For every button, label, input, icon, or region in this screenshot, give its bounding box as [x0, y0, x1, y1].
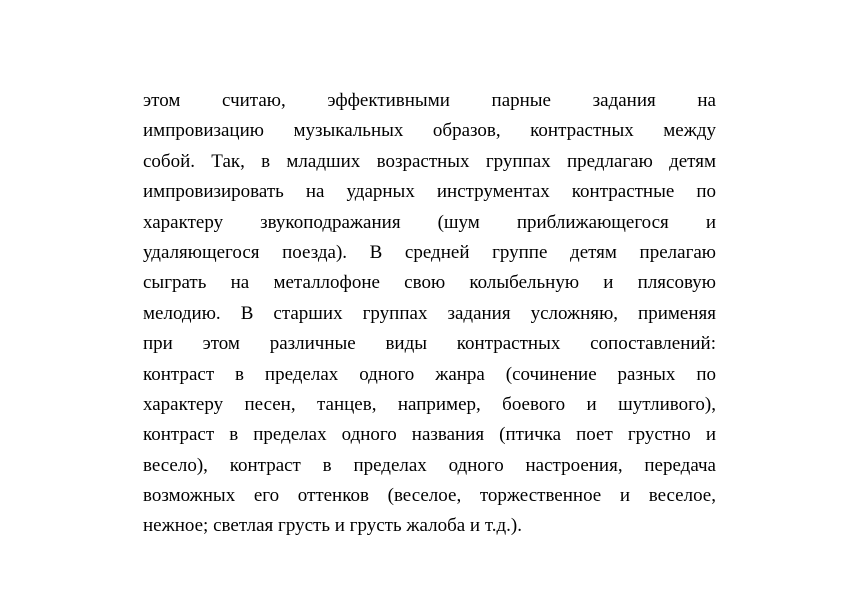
- text-line: контраст в пределах одного названия (птичка поет грустно и: [143, 424, 716, 446]
- text-line: импровизацию музыкальных образов, контрастных между: [143, 120, 716, 142]
- text-line: характеру звукоподражания (шум приближающегося и: [143, 211, 716, 233]
- text-line: импровизировать на ударных инструментах контрастные по: [143, 181, 716, 203]
- text-line: этом считаю, эффективными парные задания на: [143, 90, 716, 111]
- text-line: собой. Так, в младших возрастных группах предлагаю детям: [143, 150, 716, 172]
- text-line: нежное; светлая грусть и грусть жалоба и т.д.).: [143, 515, 522, 537]
- text-line: контраст в пределах одного жанра (сочинение разных по: [143, 363, 716, 385]
- body-paragraph: [143, 86, 716, 542]
- text-line: весело), контраст в пределах одного настроения, передача: [143, 454, 716, 476]
- text-line: сыграть на металлофоне свою колыбельную и плясовую: [143, 272, 716, 294]
- text-line: при этом различные виды контрастных сопоставлений:: [143, 333, 716, 355]
- text-line: мелодию. В старших группах задания усложняю, применяя: [143, 302, 716, 324]
- text-line: удаляющегося поезда). В средней группе детям прелагаю: [143, 241, 716, 263]
- text-line: возможных его оттенков (веселое, торжественное и веселое,: [143, 485, 716, 507]
- text-line: характеру песен, танцев, например, боевого и шутливого),: [143, 393, 716, 415]
